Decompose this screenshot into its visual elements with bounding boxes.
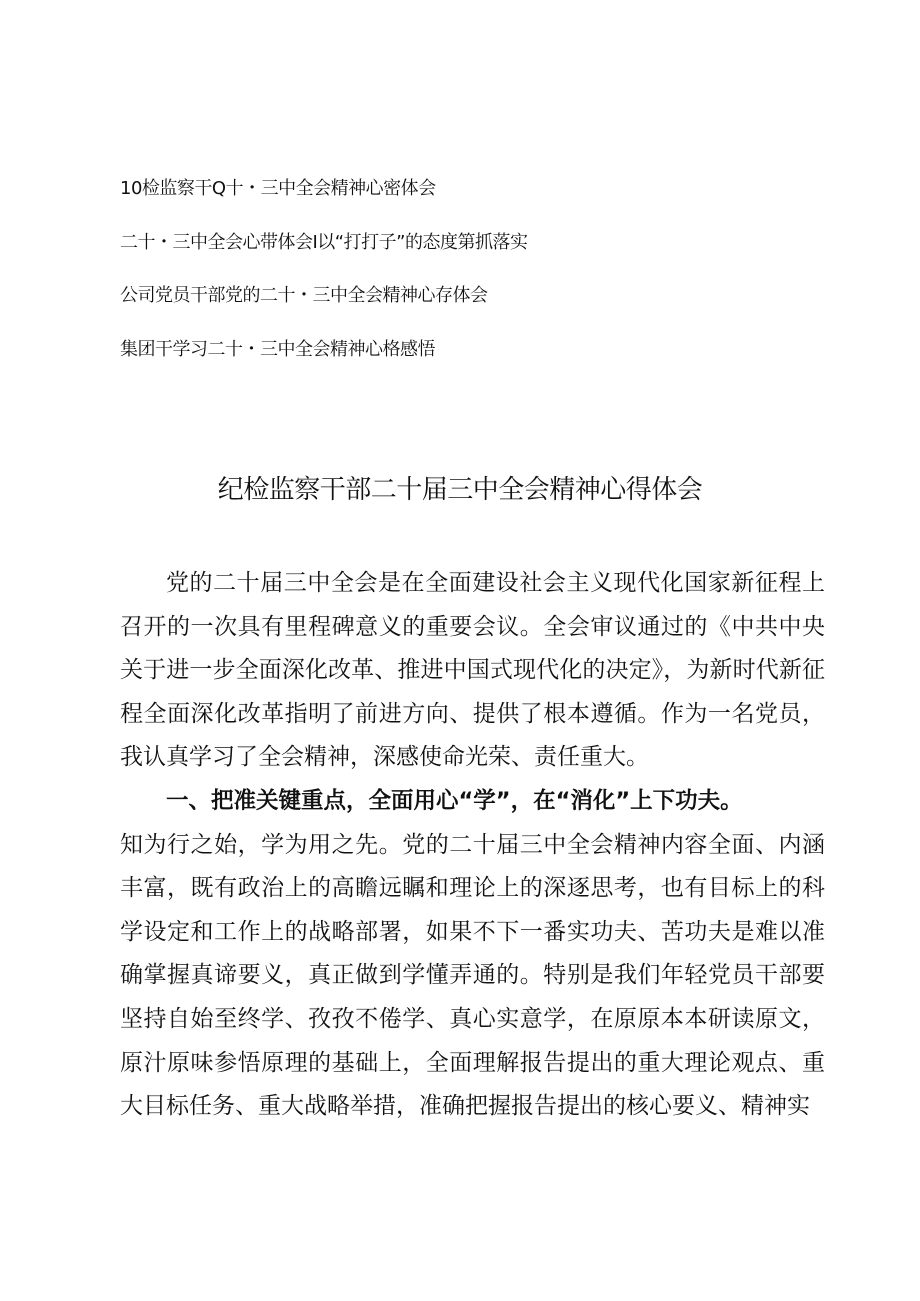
document-title: 纪检监察干部二十届三中全会精神心得体会 bbox=[217, 475, 703, 505]
intro-paragraph: 党的二十届三中全会是在全面建设社会主义现代化国家新征程上召开的一次具有里程碑意义的重要会议。全会审议通过的《中共中央关于进一步全面深化改革、推进中国式现代化的决定》，为新时代新征程全面深化改革指明了前进方向、提供了根本遵循。作为一名党员，我认真学习了全会精神，深感使命光荣、责任重大。 bbox=[120, 570, 825, 771]
section-paragraph: 知为行之始，学为用之先。党的二十届三中全会精神内容全面、内涵丰富，既有政治上的高瞻远瞩和理论上的深逐思考，也有目标上的科学设定和工作上的战略部署，如果不下一番实功夫、苦功夫是难以准确掌握真谛要义，真正做到学懂弄通的。特别是我们年轻党员干部要坚持自始至终学、孜孜不倦学、真心实意学，在原原本本研读原文，原汁原味参悟原理的基础上，全面理解报告提出的重大理论观点、重大目标任务、重大战略举措，准确把握报告提出的核心要义、精神实 bbox=[120, 831, 825, 1120]
document-body bbox=[120, 562, 825, 1129]
section-heading: 一、把准关键重点，全面用心“学”，在“消化”上下功夫。 bbox=[166, 787, 743, 814]
toc-item: 公司党员干部党的二十・三中全会精神心存体会 bbox=[120, 285, 488, 306]
toc-item: 集团干学习二十・三中全会精神心格感悟 bbox=[120, 338, 435, 360]
toc-item: 二十・三中全会心带体会I以“打打子”的态度第抓落实 bbox=[120, 231, 528, 253]
toc-item: 10检监察干Q十・三中全会精神心密体会 bbox=[120, 178, 436, 199]
table-of-contents bbox=[120, 176, 820, 390]
